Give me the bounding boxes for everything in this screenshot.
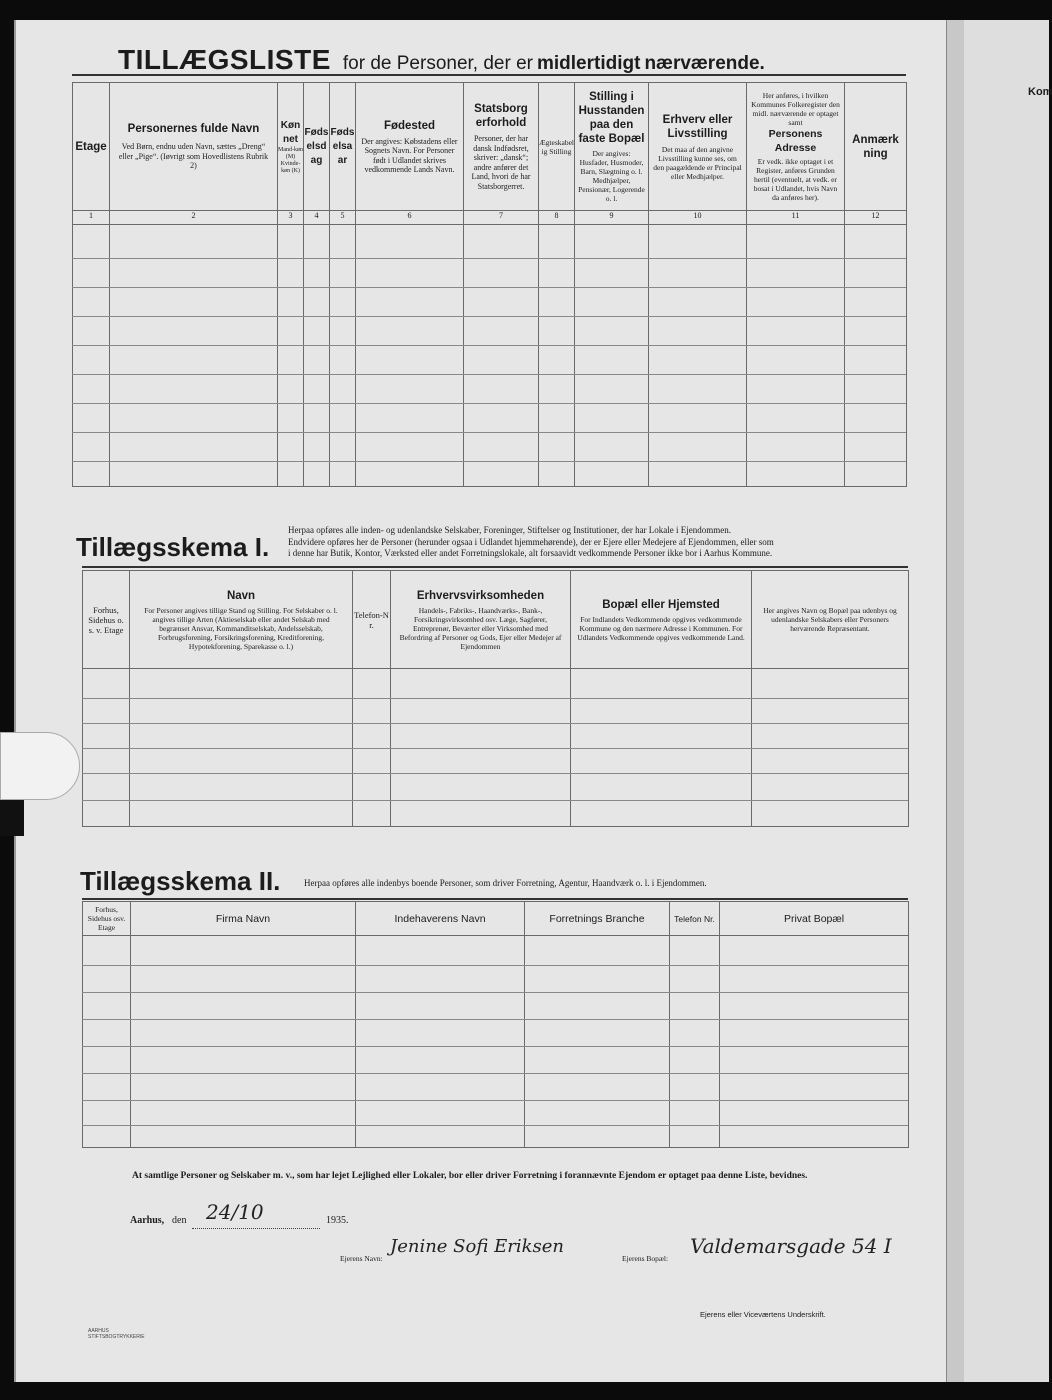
page-title: TILLÆGSLISTE xyxy=(118,44,331,75)
den-label: den xyxy=(172,1215,187,1226)
col-statsborger-header: Statsborgerforhold Personer, der har dansk Indfødsret, skriver: „dansk“; andre anfører det Land, hvori de har Statsborgerret. xyxy=(464,83,539,211)
column-number-row: 1 2 3 4 5 6 7 8 9 10 11 12 xyxy=(73,211,907,225)
owner-name-label: Ejerens Navn: xyxy=(340,1254,383,1263)
col-foedested-header: Fødested Der angives: Købstadens eller Sognets Navn. For Personer født i Udlandet skrives vedkommende Lands Navn. xyxy=(356,83,464,211)
signature-caption: Ejerens eller Viceværtens Underskrift. xyxy=(700,1310,826,1319)
declaration-text: At samtlige Personer og Selskaber m. v., som har lejet Lejlighed eller Lokaler, bor eller driver Forretning i forannævnte Ejendom er optaget paa denne Liste, bevidnes. xyxy=(132,1171,808,1181)
col-aegteskab-header: Ægteskabelig Stilling xyxy=(539,83,575,211)
s1-col-bopael: Bopæl eller Hjemsted For Indlandets Vedkommende opgives vedkommende Kommune og den nærmere Adresse i Kommunen. For Udlandets Vedkommende opgives vedkommende Land. xyxy=(571,571,752,669)
col-anmaerkning-header: Anmærkning xyxy=(845,83,907,211)
col-erhverv-header: Erhverv eller Livsstilling Det maa af den angivne Livsstilling kunne ses, om den paagældende er Principal eller Medhjælper. xyxy=(649,83,747,211)
next-page-edge xyxy=(964,20,1052,1382)
col-foedselsaar-header: Fødselsaar xyxy=(330,83,356,211)
paper-tab xyxy=(0,732,80,800)
s2-col-etage: Forhus, Sidehus osv. Etage xyxy=(83,902,131,936)
header-rule xyxy=(72,74,906,76)
s1-col-etage: Forhus, Sidehus o. s. v. Etage xyxy=(83,571,130,669)
next-page-text: Kom xyxy=(1028,86,1052,98)
owner-name-signature: Jenine Sofi Eriksen xyxy=(390,1236,564,1257)
subtitle-b: midlertidigt xyxy=(537,53,641,74)
col-koen-header: Kønnet Mand-køn (M) Kvinde-køn (K) xyxy=(278,83,304,211)
s2-col-branche: Forretnings Branche xyxy=(525,902,670,936)
s2-col-telefon: Telefon Nr. xyxy=(670,902,720,936)
skema2-table xyxy=(82,901,909,1148)
owner-address-label: Ejerens Bopæl: xyxy=(622,1254,669,1263)
col-foedselsdag-header: Fødselsdag xyxy=(304,83,330,211)
s1-col-erhverv: Erhvervsvirksomheden Handels-, Fabriks-, Haandværks-, Bank-, Forsikringsvirksomhed osv. Læge, Sagfører, Entreprenør, Beværter eller Virksomhed med Befordring af Personer og Gods, Ejer eller Medejer af Ejendommen xyxy=(391,571,571,669)
main-header-row xyxy=(73,83,907,211)
book-spine xyxy=(946,20,965,1382)
owner-address-signature: Valdemarsgade 54 I xyxy=(690,1234,892,1258)
year-label: 1935. xyxy=(326,1215,349,1226)
skema1-intro: Herpaa opføres alle inden- og udenlandske Selskaber, Foreninger, Stiftelser og Institutioner, der har Lokale i Ejendommen. Endvidere opføres her de Personer (herunder ogsaa i Udlandet hjemmehørende), der er Ejere eller Medejere af Ejendommen, eller som i denne har Butik, Kontor, Værksted eller andet Forretningslokale, alt forsaavidt vedkommende Personer ikke bor i Aarhus Kommune. xyxy=(288,525,774,558)
page-header xyxy=(118,44,765,76)
col-navn-header: Personernes fulde Navn Ved Børn, endnu uden Navn, sættes „Dreng“ eller „Pige“. (Iøvrigt som Hovedlistens Rubrik 2) xyxy=(110,83,278,211)
s1-col-repraesentant: Her angives Navn og Bopæl paa udenbys og udenlandske Selskabers eller Personers herværende Repræsentant. xyxy=(752,571,909,669)
skema1-header-row xyxy=(83,571,909,669)
skema2-title: Tillægsskema II. xyxy=(80,866,281,896)
col-husstand-header: Stilling i Husstanden paa den faste Bopæl Der angives: Husfader, Husmoder, Barn, Slægtning o. l. Medhjælper, Pensionær, Logerende o. l. xyxy=(575,83,649,211)
skema2-intro: Herpaa opføres alle indenbys boende Personer, som driver Forretning, Agentur, Haandværk o. l. i Ejendommen. xyxy=(304,878,707,888)
skema2-entry-area[interactable] xyxy=(83,936,909,1148)
subtitle-a: for de Personer, der er xyxy=(342,53,533,74)
date-handwritten: 24/10 xyxy=(206,1200,264,1224)
s2-col-firma: Firma Navn xyxy=(131,902,356,936)
main-entry-area[interactable] xyxy=(73,225,907,487)
subtitle-c: nærværende. xyxy=(644,53,765,74)
skema1-title: Tillægsskema I. xyxy=(76,532,270,562)
s2-col-indehaver: Indehaverens Navn xyxy=(356,902,525,936)
s1-col-navn: Navn For Personer angives tillige Stand og Stilling. For Selskaber o. l. angives tillige Arten (Aktieselskab eller andet Selskab med begrænset Ansvar, Kommanditselskab, Andelsselskab, Forbrugsforening, Forsikringsforening, Kreditforening, Hypotekforening, Sparekasse o. l.) xyxy=(130,571,353,669)
s1-col-telefon: Telefon-Nr. xyxy=(353,571,391,669)
s2-col-bopael: Privat Bopæl xyxy=(720,902,909,936)
col-etage-header: Etage xyxy=(73,83,110,211)
place-label: Aarhus, xyxy=(130,1215,165,1226)
skema2-header-row xyxy=(83,902,909,936)
main-table xyxy=(72,82,907,487)
printer-mark: AARHUS STIFTSBOGTRYKKERIE xyxy=(88,1328,145,1340)
col-adresse-header: Her anføres, i hvilken Kommunes Folkeregister den midl. nærværende er optaget samt Personens Adresse Er vedk. ikke optaget i et Register, anføres Grunden hertil (eventuelt, at vedk. er bosat i Udlandet, hvis Navn da anføres her). xyxy=(747,83,845,211)
